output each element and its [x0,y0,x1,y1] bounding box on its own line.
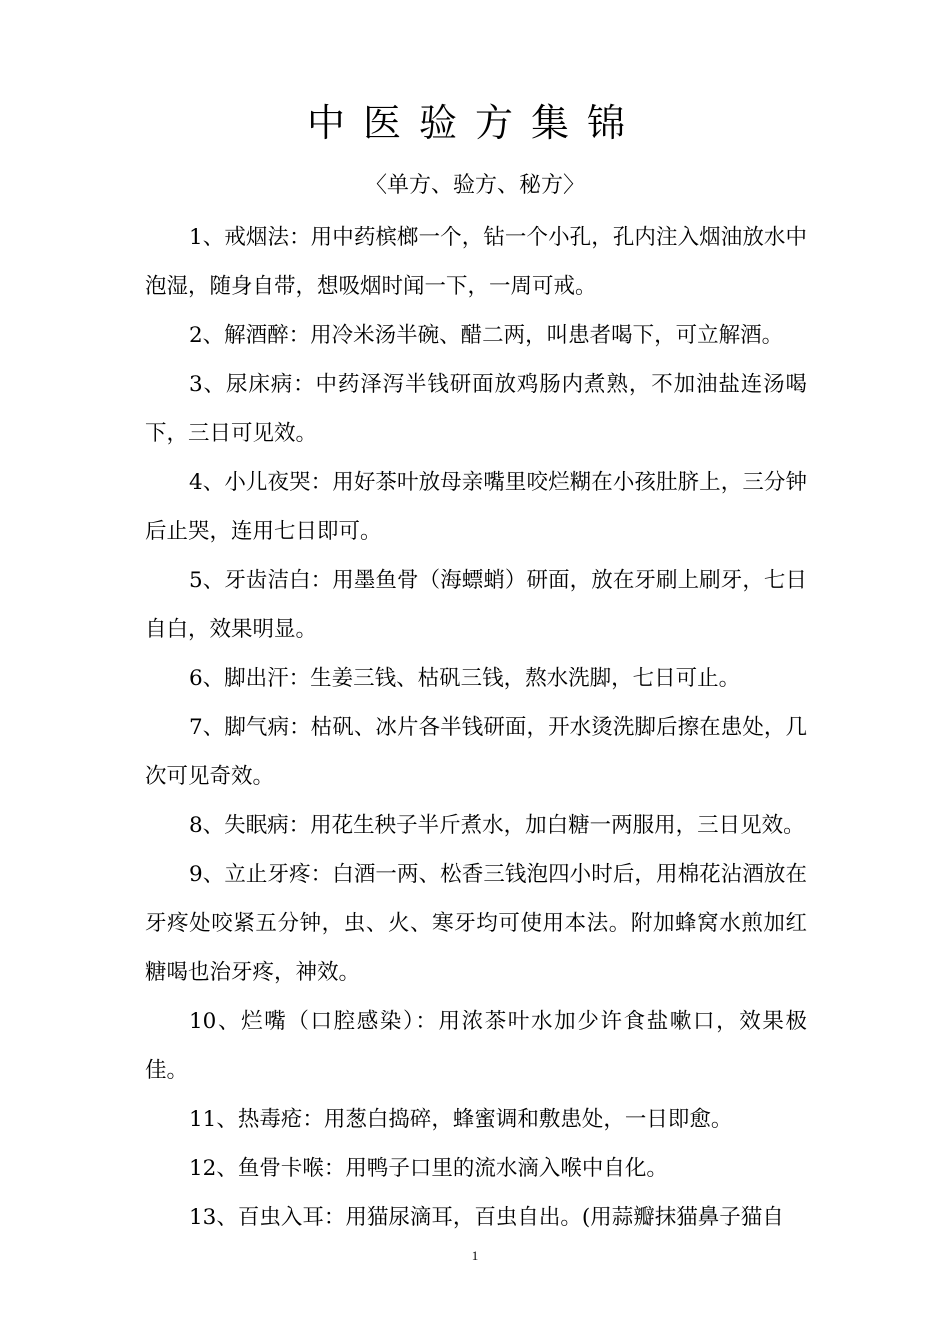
document-body [145,213,807,1242]
remedy-paragraph: 9、立止牙疼：白酒一两、松香三钱泡四小时后，用棉花沾酒放在牙疼处咬紧五分钟，虫、火、寒牙均可使用本法。附加蜂窝水煎加红糖喝也治牙疼，神效。 [145,862,807,985]
remedy-paragraph: 11、热毒疮：用葱白捣碎，蜂蜜调和敷患处，一日即愈。 [189,1107,733,1132]
page-number: 1 [471,1248,479,1263]
remedy-paragraph: 3、尿床病：中药泽泻半钱研面放鸡肠内煮熟，不加油盐连汤喝下，三日可见效。 [145,372,807,446]
remedy-paragraph: 5、牙齿洁白：用墨鱼骨（海螵蛸）研面，放在牙刷上刷牙，七日自白，效果明显。 [145,568,807,642]
remedy-paragraph: 2、解酒醉：用冷米汤半碗、醋二两，叫患者喝下，可立解酒。 [189,323,784,348]
remedy-paragraph: 7、脚气病：枯矾、冰片各半钱研面，开水烫洗脚后擦在患处，几次可见奇效。 [145,715,807,789]
remedy-paragraph: 4、小儿夜哭：用好茶叶放母亲嘴里咬烂糊在小孩肚脐上，三分钟后止哭，连用七日即可。 [145,470,807,544]
remedy-paragraph: 6、脚出汗：生姜三钱、枯矾三钱，熬水洗脚，七日可止。 [189,666,741,691]
remedy-paragraph: 1、戒烟法：用中药槟榔一个，钻一个小孔，孔内注入烟油放水中泡湿，随身自带，想吸烟时闻一下，一周可戒。 [145,225,807,299]
page-title: 中医验方集锦 [306,101,643,145]
remedy-paragraph: 13、百虫入耳：用猫尿滴耳，百虫自出。(用蒜瓣抹猫鼻子猫自 [189,1205,784,1230]
remedy-paragraph: 12、鱼骨卡喉：用鸭子口里的流水滴入喉中自化。 [189,1156,668,1181]
remedy-paragraph: 10、烂嘴（口腔感染）：用浓茶叶水加少许食盐嗽口，效果极佳。 [145,1009,807,1083]
remedy-paragraph: 8、失眠病：用花生秧子半斤煮水，加白糖一两服用，三日见效。 [189,813,805,838]
page-subtitle: 〈单方、验方、秘方〉 [364,173,585,198]
